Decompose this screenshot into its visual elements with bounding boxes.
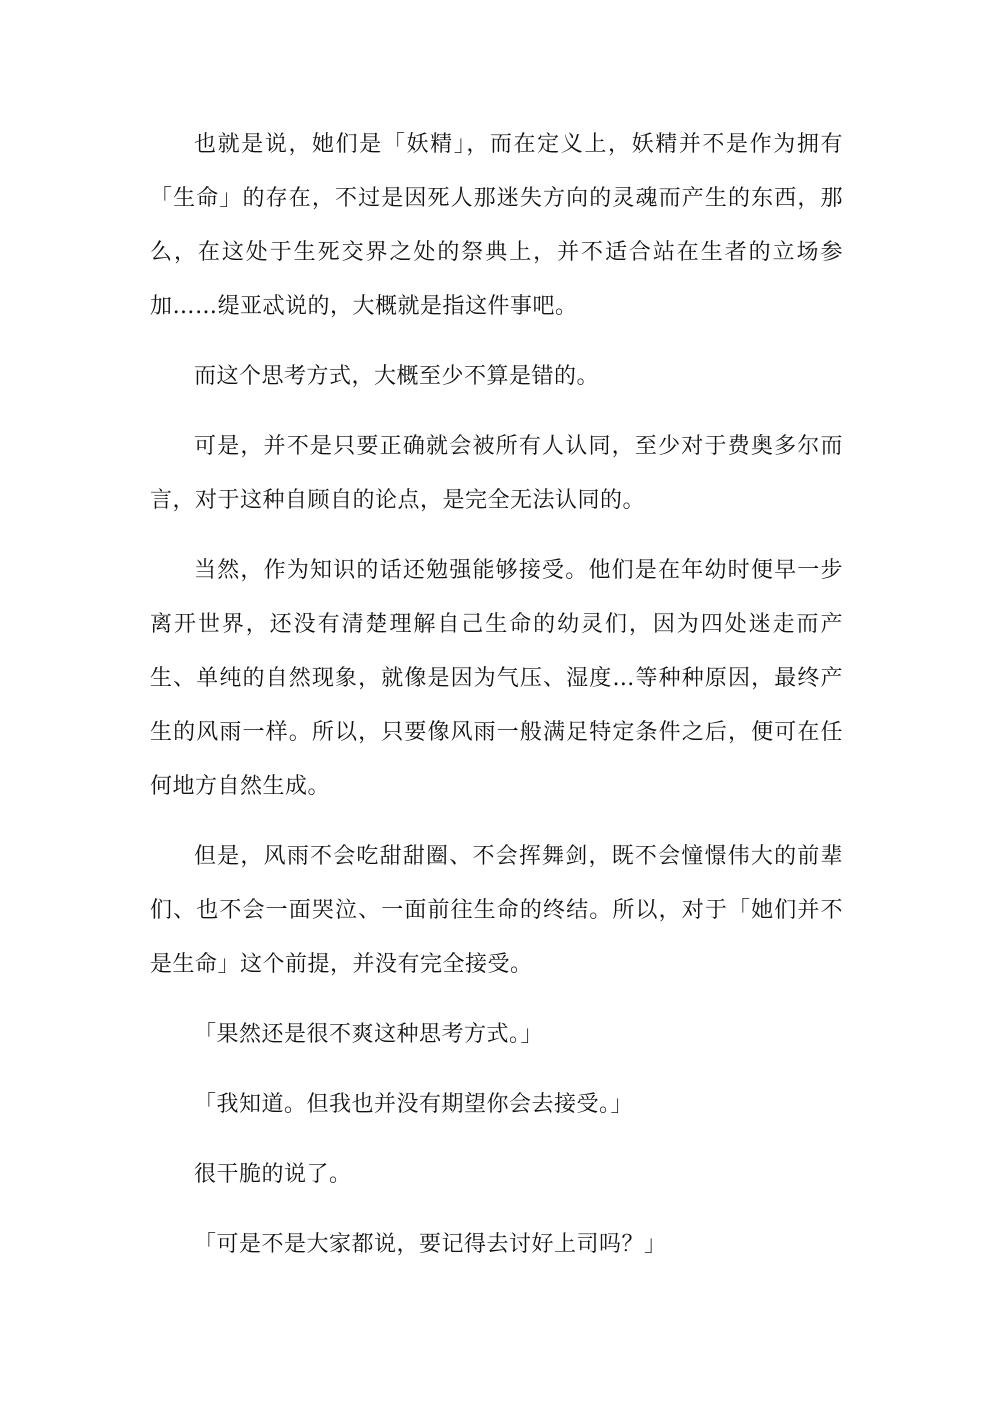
paragraph: 而这个思考方式，大概至少不算是错的。 [194,364,600,389]
paragraph: 很干脆的说了。 [194,1162,352,1187]
paragraph: 当然，作为知识的话还勉强能够接受。他们是在年幼时便早一步离开世界，还没有清楚理解自己生命的幼灵们，因为四处迷走而产生、单纯的自然现象，就像是因为气压、湿度…等种种原因，最终产生的风雨一样。所以，只要像风雨一般满足特定条件之后，便可在任何地方自然生成。 [150,558,843,799]
paragraph: 但是，风雨不会吃甜甜圈、不会挥舞剑，既不会憧憬伟大的前辈们、也不会一面哭泣、一面前往生命的终结。所以，对于「她们并不是生命」这个前提，并没有完全接受。 [150,844,843,977]
document-page [150,118,843,1288]
dialogue-line: 「我知道。但我也并没有期望你会去接受。」 [194,1092,634,1117]
dialogue-line: 「可是不是大家都说，要记得去讨好上司吗？」 [194,1232,667,1257]
paragraph: 可是，并不是只要正确就会被所有人认同，至少对于费奥多尔而言，对于这种自顾自的论点，是完全无法认同的。 [150,434,843,513]
paragraph: 也就是说，她们是「妖精」，而在定义上，妖精并不是作为拥有「生命」的存在，不过是因死人那迷失方向的灵魂而产生的东西，那么，在这处于生死交界之处的祭典上，并不适合站在生者的立场参加……缇亚忒说的，大概就是指这件事吧。 [150,132,843,319]
dialogue-line: 「果然还是很不爽这种思考方式。」 [194,1022,544,1047]
